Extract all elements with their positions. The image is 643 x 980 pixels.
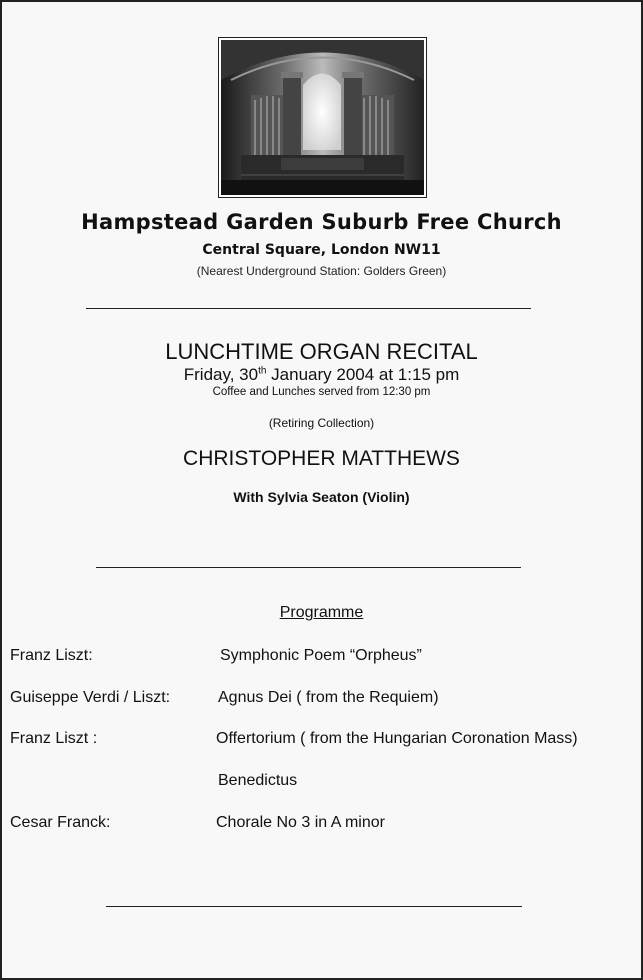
event-datetime: [0, 365, 643, 385]
collection-note: (Retiring Collection): [268, 416, 375, 430]
divider: [96, 567, 521, 568]
church-name: Hampstead Garden Suburb Free Church: [81, 210, 562, 234]
programme-work: Symphonic Poem “Orpheus”: [220, 647, 422, 664]
coffee-note: Coffee and Lunches served from 12:30 pm: [212, 386, 431, 398]
programme-composer: Cesar Franck:: [10, 814, 111, 831]
programme-work: Agnus Dei ( from the Requiem): [218, 689, 439, 706]
programme-work: Offertorium ( from the Hungarian Coronation Mass): [216, 730, 578, 747]
programme-work: Benedictus: [218, 772, 298, 789]
date-prefix: Friday, 30: [183, 365, 259, 384]
event-title: LUNCHTIME ORGAN RECITAL: [165, 339, 478, 364]
programme-work: Chorale No 3 in A minor: [216, 814, 385, 831]
date-ordinal: th: [258, 365, 267, 377]
divider: [86, 308, 531, 309]
performer-name: CHRISTOPHER MATTHEWS: [183, 447, 460, 470]
programme-composer: Guiseppe Verdi / Liszt:: [10, 689, 171, 706]
nearest-station: (Nearest Underground Station: Golders Green): [196, 264, 447, 278]
guest-performer: With Sylvia Seaton (Violin): [233, 489, 410, 505]
programme-composer: Franz Liszt :: [10, 730, 98, 747]
church-address: Central Square, London NW11: [202, 242, 441, 258]
programme-composer: Franz Liszt:: [10, 647, 93, 664]
divider: [106, 906, 522, 907]
programme-heading: Programme: [279, 604, 364, 621]
organ-image-icon: [221, 40, 424, 195]
church-organ-photo: [218, 37, 427, 198]
date-rest: January 2004 at 1:15 pm: [266, 365, 460, 384]
